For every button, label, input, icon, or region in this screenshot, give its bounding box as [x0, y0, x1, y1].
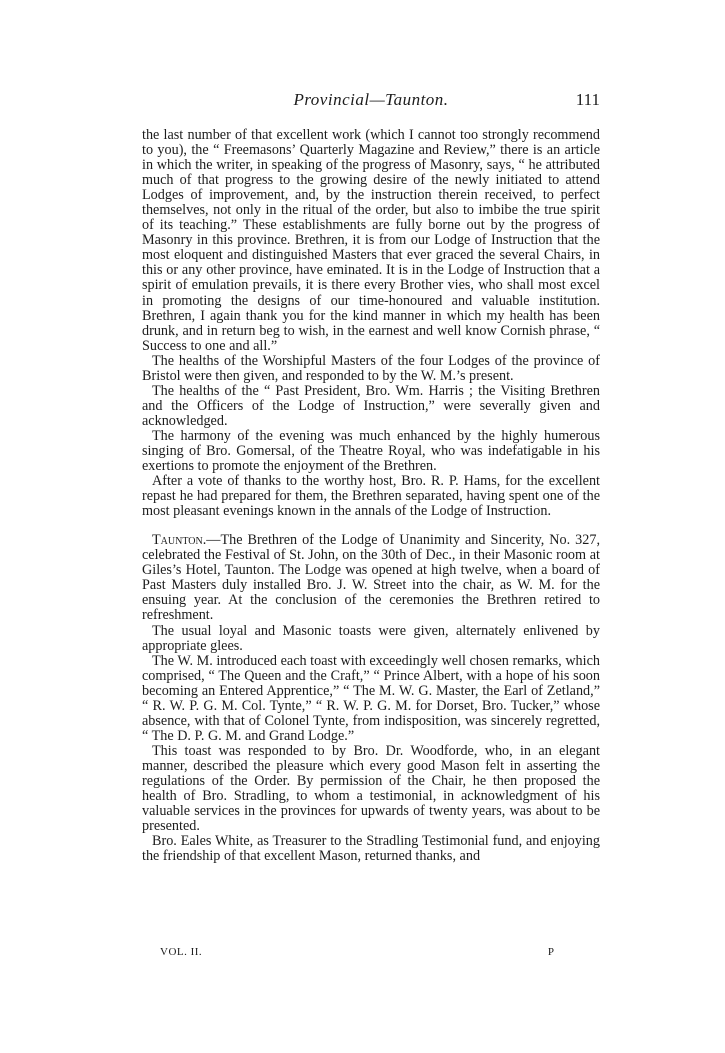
paragraph: This toast was responded to by Bro. Dr. Woodforde, who, in an elegant manner, described the pleasure which every good Mason felt in asserting the regulations of the Order. By permission of the Chair, he then proposed the health of Bro. Stradling, to whom a testimonial, in acknowledgment of his valuable services in the provinces for upwards of twenty years, was about to be presented. [142, 742, 600, 835]
paragraph: After a vote of thanks to the worthy host, Bro. R. P. Hams, for the excellent repast he had prepared for them, the Brethren separated, having spent one of the most pleasant evenings known in the annals of the Lodge of Instruction. [142, 473, 600, 520]
paragraph: Bro. Eales White, as Treasurer to the Stradling Testimonial fund, and enjoying the friendship of that excellent Mason, returned thanks, and [142, 833, 600, 865]
paragraph-text: —The Brethren of the Lodge of Unanimity and Sincerity, No. 327, celebrated the Festival of St. John, on the 30th of Dec., in their Masonic room at Giles’s Hotel, Taunton. The Lodge was opened at high twelve, when a board of Past Masters duly installed Bro. J. W. Street into the chair, as W. M. for the ensuing year. At the conclusion of the ceremonies the Brethren retired to refreshment. [142, 532, 600, 624]
section-heading: Taunton. [152, 532, 207, 549]
running-title: Provincial—Taunton. [293, 90, 449, 109]
paragraph: The healths of the Worshipful Masters of the four Lodges of the province of Bristol were then given, and responded to by the W. M.’s present. [142, 352, 600, 384]
paragraph: the last number of that excellent work (which I cannot too strongly recommend to you), the “ Freemasons’ Quarterly Magazine and Review,” there is an article in which the writer, in speaking of the progress of Masonry, says, “ he attributed much of that progress to the growing desire of the newly initiated to attend Lodges of improvement, and, by the instruction therein received, to perfect themselves, not only in the ritual of the order, but also to imbibe the true spirit of its teaching.” These establishments are fully borne out by the progress of Masonry in this province. Brethren, it is from our Lodge of Instruction that the most eloquent and distinguished Masters that ever graced the several Chairs, in this or any other province, have eminated. It is in the Lodge of Instruction that a spirit of emulation prevails, it is there every Brother vies, who shall most excel in promoting the designs of our time-honoured and valuable institution. Brethren, I again thank you for the kind manner in which my health has been drunk, and in return beg to wish, in the earnest and well know Cornish phrase, “ Success to one and all.” [142, 127, 600, 354]
paragraph: The harmony of the evening was much enhanced by the highly humerous singing of Bro. Gomersal, of the Theatre Royal, who was indefatigable in his exertions to promote the enjoyment of the Brethren. [142, 427, 600, 475]
page-footer [160, 946, 560, 962]
body-text [142, 128, 600, 864]
paragraph: The healths of the “ Past President, Bro. Wm. Harris ; the Visiting Brethren and the Officers of the Lodge of Instruction,” were severally given and acknowledged. [142, 382, 600, 429]
signature-mark: P [547, 946, 554, 958]
running-head [142, 90, 600, 114]
paragraph: The usual loyal and Masonic toasts were given, alternately enlivened by appropriate glees. [142, 622, 600, 654]
page-number: 111 [575, 90, 600, 109]
taunton-section-paragraph [142, 533, 600, 623]
volume-label: VOL. II. [160, 946, 203, 958]
paragraph: The W. M. introduced each toast with exceedingly well chosen remarks, which comprised, “ The Queen and the Craft,” “ Prince Albert, with a hope of his soon becoming an Entered Apprentice,” “ The M. W. G. Master, the Earl of Zetland,” “ R. W. P. G. M. Col. Tynte,” “ R. W. P. G. M. for Dorset, Bro. Tucker,” whose absence, with that of Colonel Tynte, from indisposition, was sincerely regretted, “ The D. P. G. M. and Grand Lodge.” [142, 652, 600, 744]
